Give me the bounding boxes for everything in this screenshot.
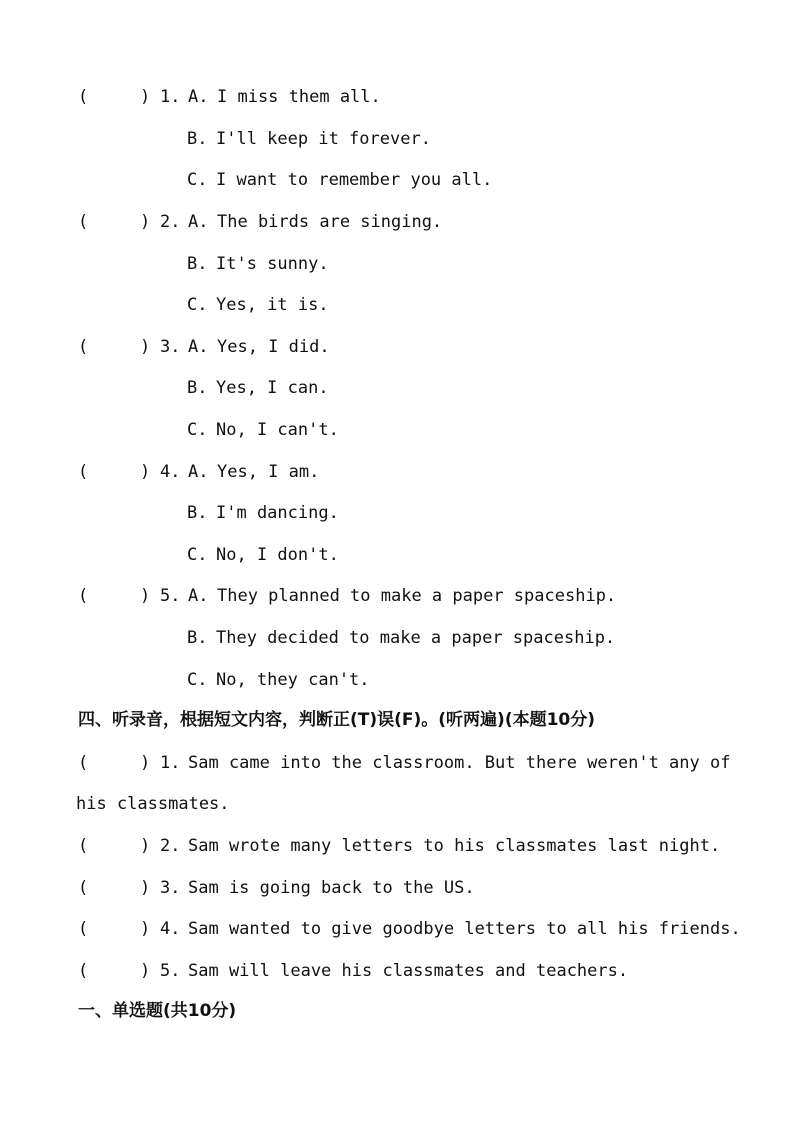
option-c xyxy=(187,542,339,568)
statement-text: Sam wrote many letters to his classmates last night. xyxy=(188,836,721,856)
option-letter: A. xyxy=(188,337,209,357)
section-heading: 四、听录音，根据短文内容，判断正(T)误(F)。(听两遍)(本题10分) xyxy=(78,710,596,730)
answer-paren-open: ( xyxy=(78,586,89,606)
option-text: Yes, I can. xyxy=(216,378,329,398)
option-a xyxy=(188,334,330,360)
question-number: 2. xyxy=(160,212,181,232)
statement-number: 2. xyxy=(160,836,181,856)
option-letter: B. xyxy=(187,254,208,274)
option-letter: A. xyxy=(188,87,209,107)
statement-number: 4. xyxy=(160,919,181,939)
question-number: 3. xyxy=(160,337,181,357)
answer-paren-close: ) xyxy=(140,961,151,981)
option-letter: B. xyxy=(187,503,208,523)
option-text: The birds are singing. xyxy=(217,212,443,232)
answer-paren-close: ) xyxy=(140,87,151,107)
option-b xyxy=(187,625,615,651)
option-text: They decided to make a paper spaceship. xyxy=(216,628,616,648)
answer-paren-close: ) xyxy=(140,753,151,773)
statement-text: Sam will leave his classmates and teachers. xyxy=(188,961,629,981)
option-text: I'm dancing. xyxy=(216,503,339,523)
answer-paren-open: ( xyxy=(78,919,89,939)
option-text: Yes, it is. xyxy=(216,295,329,315)
option-text: No, I can't. xyxy=(216,420,339,440)
option-letter: C. xyxy=(187,420,208,440)
option-c xyxy=(187,667,370,693)
answer-paren-close: ) xyxy=(140,878,151,898)
answer-paren-open: ( xyxy=(78,337,89,357)
option-c xyxy=(187,417,339,443)
option-text: Yes, I am. xyxy=(217,462,320,482)
option-letter: A. xyxy=(188,212,209,232)
option-text: They planned to make a paper spaceship. xyxy=(217,586,617,606)
option-a xyxy=(188,459,319,485)
statement-text: Sam wanted to give goodbye letters to all his friends. xyxy=(188,919,741,939)
question-number: 1. xyxy=(160,87,181,107)
option-text: Yes, I did. xyxy=(217,337,330,357)
section-heading: 一、单选题(共10分) xyxy=(78,1001,237,1021)
statement-number: 5. xyxy=(160,961,181,981)
answer-paren-close: ) xyxy=(140,462,151,482)
answer-paren-open: ( xyxy=(78,878,89,898)
option-letter: A. xyxy=(188,462,209,482)
option-letter: C. xyxy=(187,295,208,315)
answer-paren-close: ) xyxy=(140,836,151,856)
option-letter: C. xyxy=(187,545,208,565)
option-b xyxy=(187,500,339,526)
answer-paren-close: ) xyxy=(140,212,151,232)
statement-continuation: his classmates. xyxy=(76,794,230,814)
option-letter: B. xyxy=(187,378,208,398)
question-number: 4. xyxy=(160,462,181,482)
option-b xyxy=(187,126,431,152)
answer-paren-close: ) xyxy=(140,919,151,939)
option-a xyxy=(188,583,616,609)
option-text: It's sunny. xyxy=(216,254,329,274)
answer-paren-open: ( xyxy=(78,87,89,107)
answer-paren-open: ( xyxy=(78,836,89,856)
option-letter: B. xyxy=(187,129,208,149)
option-b xyxy=(187,251,329,277)
option-c xyxy=(187,167,492,193)
question-number: 5. xyxy=(160,586,181,606)
option-text: No, they can't. xyxy=(216,670,370,690)
answer-paren-close: ) xyxy=(140,337,151,357)
answer-paren-open: ( xyxy=(78,961,89,981)
option-text: I'll keep it forever. xyxy=(216,129,431,149)
option-text: No, I don't. xyxy=(216,545,339,565)
answer-paren-open: ( xyxy=(78,753,89,773)
statement-number: 1. xyxy=(160,753,181,773)
statement-number: 3. xyxy=(160,878,181,898)
option-c xyxy=(187,292,329,318)
option-letter: B. xyxy=(187,628,208,648)
option-letter: A. xyxy=(188,586,209,606)
option-b xyxy=(187,375,329,401)
option-text: I want to remember you all. xyxy=(216,170,493,190)
option-a xyxy=(188,209,442,235)
answer-paren-open: ( xyxy=(78,212,89,232)
answer-paren-open: ( xyxy=(78,462,89,482)
answer-paren-close: ) xyxy=(140,586,151,606)
statement-text: Sam came into the classroom. But there weren't any of xyxy=(188,753,731,773)
option-text: I miss them all. xyxy=(217,87,381,107)
option-a xyxy=(188,84,381,110)
option-letter: C. xyxy=(187,670,208,690)
statement-text: Sam is going back to the US. xyxy=(188,878,475,898)
option-letter: C. xyxy=(187,170,208,190)
